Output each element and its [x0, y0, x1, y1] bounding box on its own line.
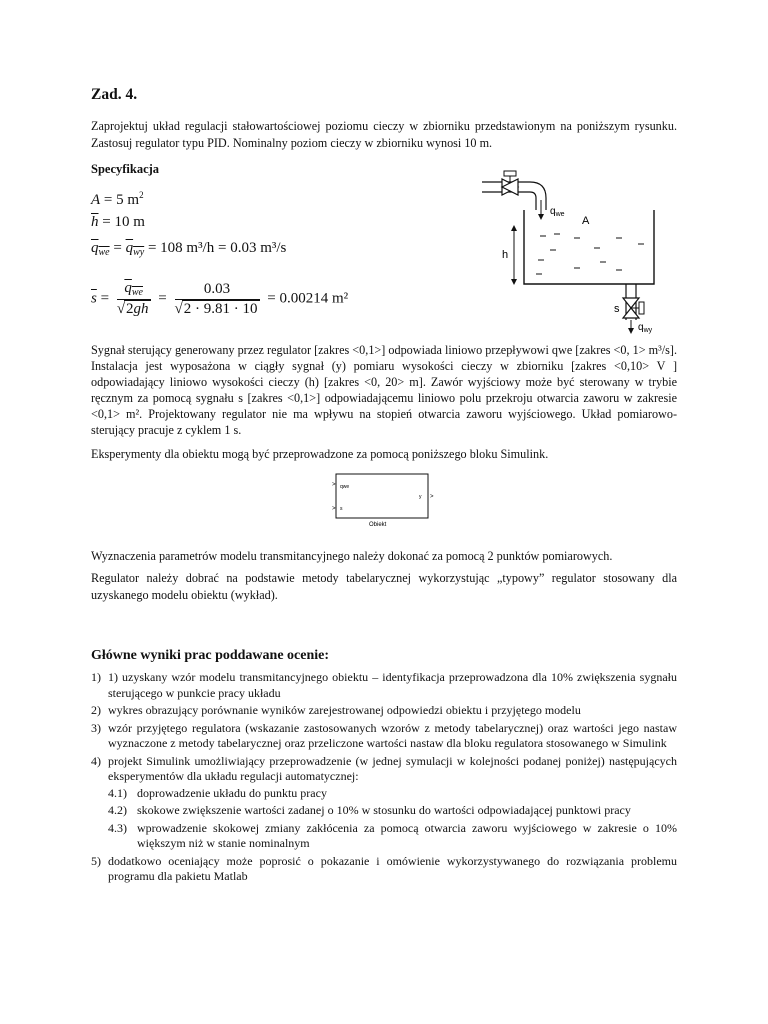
experiments-paragraph: Eksperymenty dla obiektu mogą być przeprowadzone za pomocą poniższego bloku Simulink. [91, 447, 549, 461]
formula-valve-result: = 0.00214 m² [267, 290, 349, 307]
description-paragraph: Sygnał sterujący generowany przez regulator [zakres <0,1>] odpowiada liniowo przepływowi qwe [zakres <0, 1> m³/s]. Instalacja jest wyposażona w ciągły sygnał (y) pomiaru wysokości cieczy w zbiorniku [zakres <0,10> V ] odpowiadający liniowo wysokości cieczy (h) [zakres <0, 20> m]. Zawór wyjściowy może być sterowany w trybie ręcznym za pomocą sygnału s [zakres <0,1>] odpowiadającemu liniowo polu przekroju otwarcia zaworu w zakresie <0,1> m². Projektowany regulator nie ma wpływu na stopień otwarcia zaworu wyjściowego. Układ pomiarowo-sterujący pracuje z cyklem 1 s. [91, 343, 677, 437]
list-item: 5) dodatkowo oceniający może poprosić o pokazanie i omówienie wykorzystywanego do rozwiązania problemu programu dla pakietu Matlab [91, 853, 677, 883]
list-item: 2) wykres obrazujący porównanie wyników zarejestrowanej odpowiedzi obiektu i przyjętego modelu [91, 703, 581, 717]
block-in-arrow-1: > [332, 482, 336, 488]
results-heading: Główne wyniki prac poddawane ocenie: [91, 648, 330, 663]
list-item: 4.2) skokowe zwiększenie wartości zadanej o 10% w stosunku do wartości odpowiadającej punktowi pracy [108, 803, 631, 817]
results-list [91, 670, 677, 887]
block-output-y: y [419, 494, 422, 500]
list-item: 4.3) wprowadzenie skokowej zmiany zakłócenia za pomocą otwarcia zaworu wyjściowego w zakresie o 10% większym niż w stanie nominalnym [108, 820, 677, 850]
formula-valve: $\overline{s}$ = $\frac{q_{we}}{√2g\overline{h}}$ = $\frac{0.03}{√2 \cdot 9.81 \cdot 10}$ = 0.00214 m² [91, 280, 349, 317]
list-item: 1) 1) uzyskany wzór modelu transmitancyjnego obiektu – identyfikacja przeprowadzona dla 10% zwiększenia sygnału sterującego w punkcie pracy układu [91, 670, 677, 700]
liquid-marks [536, 234, 644, 274]
block-caption: Obiekt [369, 522, 387, 528]
block-input-qwe: qwe [340, 484, 350, 490]
label-qwe: $q_{we}$ [550, 206, 565, 218]
block-input-s: s [340, 506, 343, 512]
inlet-valve-icon [502, 171, 518, 195]
task-title: Zad. 4. [91, 86, 138, 103]
tank-diagram [470, 168, 690, 338]
formula-flow: $q_{we} = q_{wy} = 108$ m³/h = 0.03 m³/s [91, 240, 287, 258]
block-in-arrow-2: > [332, 506, 336, 512]
label-s: s [614, 303, 620, 315]
formula-area: A = 5 $m^2$ [91, 190, 144, 208]
list-item: 4) projekt Simulink umożliwiający przeprowadzenie (w jednej symulacji w kolejności podanej poniżej) następujących eksperymentów dla układu regulacji automatycznej: 4.1) doprowadzenie układu do punktu pracy 4.2) skokowe zwiększenie wartości zadanej o 10% w stosunku do wartości odpowiadającej punktowi pracy 4.3) wprowadzenie skokowej zmiany zakłócenia za pomocą otwarcia zaworu wyjściowego w zakresie o 10% większym niż w stanie nominalnym [91, 753, 677, 850]
list-item: 3) wzór przyjętego regulatora (wskazanie zastosowanych wzorów z metody tabelarycznej) oraz wartości jego nastaw wyznaczone z metody tabelarycznej oraz przeliczone wartości nastaw dla bloku regulatora stosowanego w Simulink [91, 720, 677, 750]
block-out-arrow: > [430, 494, 434, 500]
formula-valve-den: 2 · 9.81 · 10 [183, 300, 258, 317]
intro-paragraph: Zaprojektuj układ regulacji stałowartościowej poziomu cieczy w zbiorniku przedstawionym na poniższym rysunku. Zastosuj regulator typu PID. Nominalny poziom cieczy w zbiorniku wynosi 10 m. [91, 119, 677, 150]
label-qwy: $q_{wy}$ [638, 322, 653, 334]
formula-valve-num: 0.03 [175, 281, 260, 300]
spec-heading: Specyfikacja [91, 162, 160, 176]
label-height: h [502, 249, 509, 261]
model-paragraph: Wyznaczenia parametrów modelu transmitancyjnego należy dokonać za pomocą 2 punktów pomiarowych. [91, 549, 613, 563]
sub-results-list [108, 786, 677, 852]
list-item: 4.1) doprowadzenie układu do punktu pracy [108, 785, 327, 800]
formula-flow-value: = 108 m³/h = 0.03 m³/s [147, 240, 287, 256]
simulink-block[interactable] [330, 470, 440, 530]
label-area: A [582, 215, 590, 227]
formula-level: $\overline{h} = 10$ m [91, 214, 145, 230]
regulator-paragraph: Regulator należy dobrać na podstawie metody tabelarycznej wykorzystując „typowy” regulator stosowany dla uzyskanego modelu obiektu (wykład). [91, 571, 677, 602]
